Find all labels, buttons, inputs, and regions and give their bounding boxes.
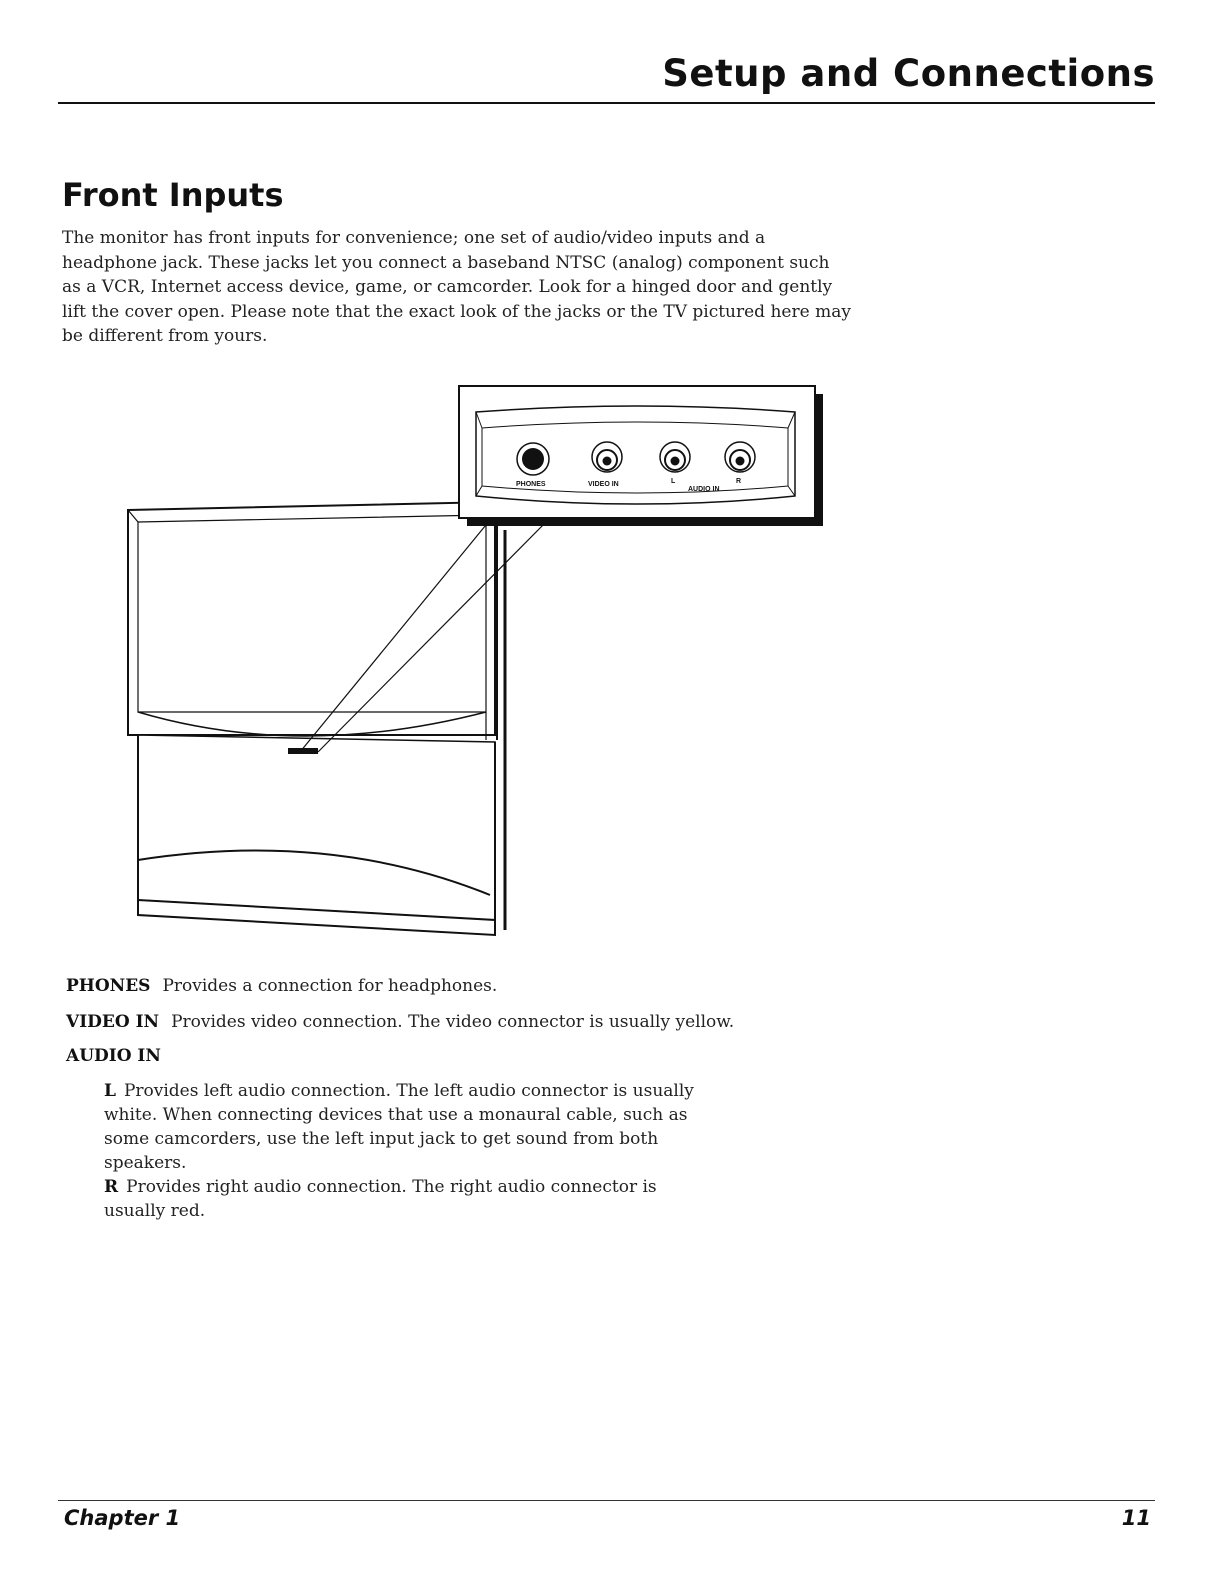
phones-jack-icon (517, 443, 549, 475)
definition-term: VIDEO IN (66, 1012, 160, 1032)
video-in-jack-label: VIDEO IN (588, 481, 619, 488)
definition-audio-right (104, 1175, 694, 1223)
definition-text: Provides video connection. The video connector is usually yellow. (171, 1012, 735, 1032)
definition-term: R (104, 1177, 119, 1197)
jack-panel-callout (459, 386, 823, 526)
video-in-jack-icon (592, 442, 622, 472)
definition-text: Provides right audio connection. The right audio connector is usually red. (104, 1177, 657, 1221)
audio-left-jack-label: L (671, 478, 676, 485)
audio-left-jack-icon (660, 442, 690, 472)
definition-phones (66, 976, 497, 996)
definition-audio-left (104, 1079, 694, 1175)
page-header-title: Setup and Connections (662, 52, 1155, 95)
footer-rule (58, 1500, 1155, 1501)
page-number: 11 (1121, 1506, 1151, 1530)
definition-video-in (66, 1012, 734, 1032)
definition-audio-in (66, 1046, 173, 1066)
definition-term: L (104, 1081, 116, 1101)
section-title: Front Inputs (62, 176, 284, 214)
phones-jack-label: PHONES (516, 481, 546, 488)
definition-text: Provides left audio connection. The left audio connector is usually white. When connecting devices that use a monaural cable, such as some camcorders, use the left input jack to get sound from both speakers. (104, 1081, 694, 1173)
tv-cabinet (128, 502, 548, 935)
definition-term: PHONES (66, 976, 151, 996)
audio-right-jack-icon (725, 442, 755, 472)
definition-text: Provides a connection for headphones. (162, 976, 498, 996)
audio-in-jack-label: AUDIO IN (688, 486, 720, 493)
intro-paragraph: The monitor has front inputs for convenience; one set of audio/video inputs and a headphone jack. These jacks let you connect a baseband NTSC (analog) component such as a VCR, Internet access device, game, or camcorder. Look for a hinged door and gently lift the cover open. Please note that the exact look of the jacks or the TV pictured here may be different from yours. (62, 228, 851, 346)
definition-term: AUDIO IN (66, 1046, 161, 1066)
audio-right-jack-label: R (736, 478, 742, 485)
footer-chapter: Chapter 1 (64, 1506, 181, 1530)
